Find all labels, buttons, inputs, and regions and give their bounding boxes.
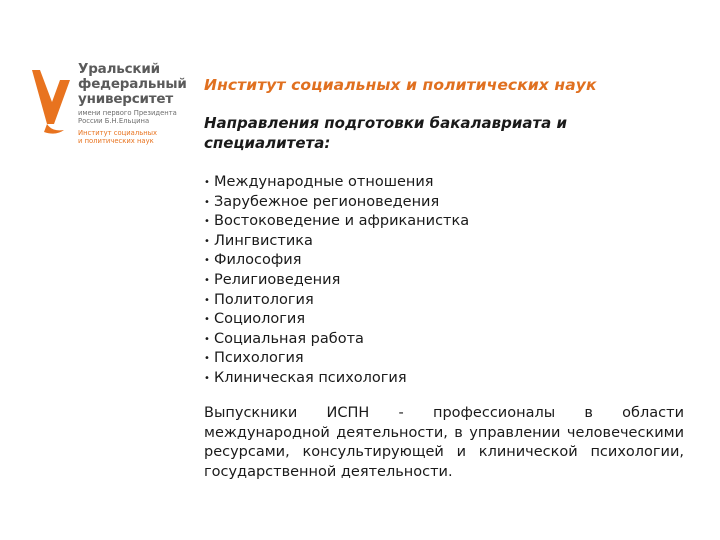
bullet-icon: • xyxy=(204,353,210,365)
university-logo xyxy=(30,62,200,152)
logo-institute-line: Институт социальных xyxy=(78,129,158,137)
section-subtitle: Направления подготовки бакалавриата и специалитета: xyxy=(204,114,568,152)
list-item: • Философия xyxy=(204,251,469,271)
list-item: • Психология xyxy=(204,349,469,369)
logo-institute-line: и политических наук xyxy=(78,137,154,145)
bullet-icon: • xyxy=(204,372,210,384)
list-item: • Религиоведения xyxy=(204,271,469,291)
bullet-icon: • xyxy=(204,235,210,247)
list-item: • Лингвистика xyxy=(204,232,469,252)
bullet-icon: • xyxy=(204,274,210,286)
page-title: Институт социальных и политических наук xyxy=(204,76,597,94)
bullet-icon: • xyxy=(204,333,210,345)
bullet-icon: • xyxy=(204,216,210,228)
bullet-icon: • xyxy=(204,255,210,267)
logo-name-line: федеральный xyxy=(78,76,187,92)
list-item: • Востоковедение и африканистка xyxy=(204,212,469,232)
logo-text xyxy=(78,62,203,145)
logo-name-line: университет xyxy=(78,91,174,107)
list-item: • Зарубежное регионоведения xyxy=(204,193,469,213)
urfu-logo-mark-icon xyxy=(30,66,74,136)
bullet-icon: • xyxy=(204,294,210,306)
logo-subtitle-line: России Б.Н.Ельцина xyxy=(78,117,150,125)
list-item: • Социология xyxy=(204,310,469,330)
list-item: • Социальная работа xyxy=(204,330,469,350)
bullet-icon: • xyxy=(204,196,210,208)
programs-list xyxy=(204,173,469,389)
list-item: • Международные отношения xyxy=(204,173,469,193)
logo-subtitle-line: имени первого Президента xyxy=(78,109,177,117)
list-item: • Политология xyxy=(204,291,469,311)
bullet-icon: • xyxy=(204,177,210,188)
list-item: • Клиническая психология xyxy=(204,369,469,389)
logo-name-line: Уральский xyxy=(78,61,160,77)
bullet-icon: • xyxy=(204,314,210,326)
graduates-paragraph: Выпускники ИСПН - профессионалы в области международной деятельности, в управлении человеческими ресурсами, консультирующей и клинической психологии, государственной деятельности. xyxy=(204,405,684,480)
